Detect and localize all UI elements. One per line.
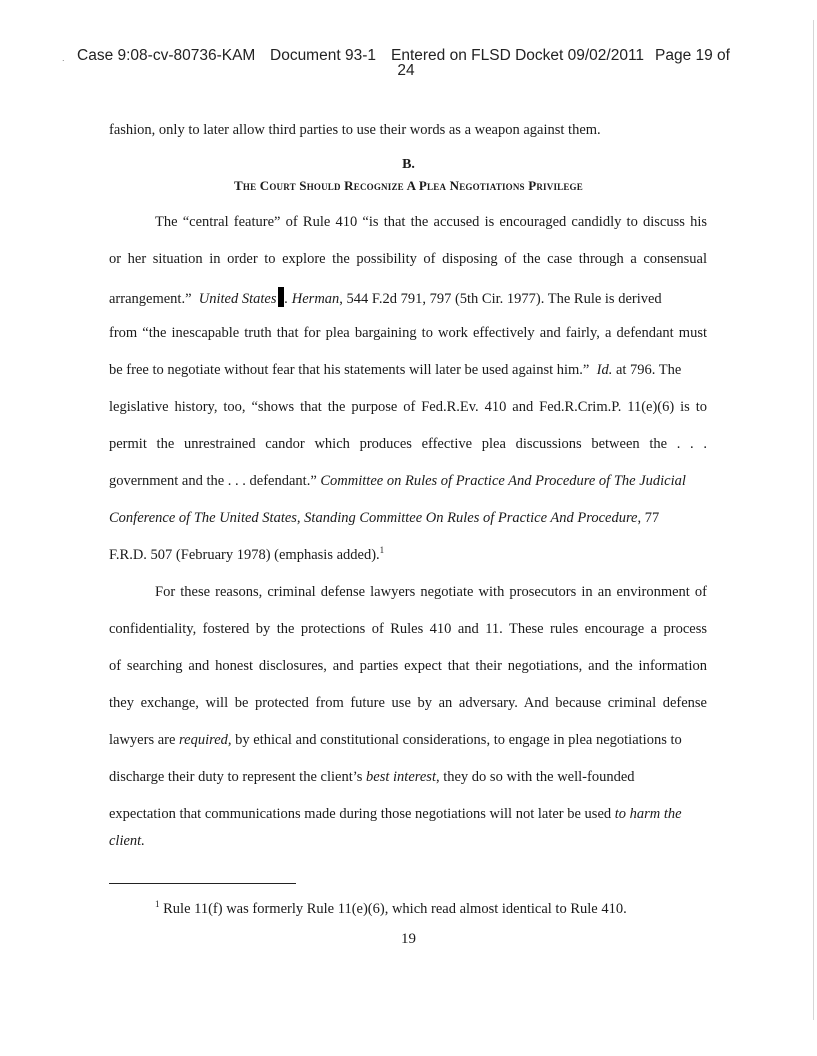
text-run: discharge their duty to represent the client’s — [109, 769, 363, 785]
citation: Committee on Rules of Practice And Procedure of The Judicial — [320, 473, 686, 489]
citation: . Herman — [284, 291, 340, 307]
scan-speck: . — [62, 53, 65, 63]
header-case-number: Case 9:08-cv-80736-KAM — [77, 47, 256, 64]
page-number: 19 — [401, 931, 416, 947]
paragraph-1-line: The “central feature” of Rule 410 “is that the accused is encouraged candidly to discuss his — [155, 214, 707, 230]
paragraph-2-line: they exchange, will be protected from future use by an adversary. And because criminal defense — [109, 695, 707, 711]
emphasis: to harm the — [614, 806, 682, 822]
footnote-marker: 1 — [155, 899, 160, 909]
text-run: , 544 F.2d 791, 797 (5th Cir. 1977). The Rule is derived — [339, 291, 662, 307]
paragraph-2-line — [109, 832, 707, 850]
paragraph-1-line — [109, 361, 707, 379]
paragraph-1-line — [109, 546, 707, 564]
text-run: expectation that communications made during those negotiations will not later be used — [109, 806, 612, 822]
paragraph-1-line: permit the unrestrained candor which produces effective plea discussions between the . . . — [109, 436, 707, 452]
text-run: F.R.D. 507 (February 1978) (emphasis added). — [109, 547, 380, 563]
text-run: arrangement.” — [109, 291, 192, 307]
paragraph-2-line — [109, 731, 707, 749]
header-entered-date: Entered on FLSD Docket 09/02/2011 — [391, 47, 645, 64]
citation: Conference of The United States, Standing Committee On Rules of Practice And Procedure — [109, 510, 638, 526]
text-run: government and the . . . defendant.” — [109, 473, 317, 489]
section-letter: B. — [402, 157, 415, 172]
paragraph-1-line — [109, 509, 707, 527]
footnote-text: Rule 11(f) was formerly Rule 11(e)(6), which read almost identical to Rule 410. — [163, 901, 627, 917]
text-run: at 796. The — [615, 362, 682, 378]
text-run: , 77 — [637, 510, 660, 526]
emphasis: best interest — [366, 769, 436, 785]
paragraph-1-line: from “the inescapable truth that for plea bargaining to work effectively and fairly, a defendant must — [109, 325, 707, 341]
paragraph-2-line: For these reasons, criminal defense lawyers negotiate with prosecutors in an environment of — [155, 584, 707, 600]
text-run: be free to negotiate without fear that his statements will later be used against him.” — [109, 362, 590, 378]
paragraph-1-line — [109, 472, 707, 490]
section-title: The Court Should Recognize A Plea Negotiations Privilege — [234, 178, 583, 193]
paragraph-2-line: of searching and honest disclosures, and parties expect that their negotiations, and the information — [109, 658, 707, 674]
footnote — [155, 901, 715, 918]
footnote-divider — [109, 883, 296, 884]
footnote-reference: 1 — [379, 545, 385, 555]
text-run: , they do so with the well-founded — [435, 769, 635, 785]
paragraph-2-line: confidentiality, fostered by the protections of Rules 410 and 11. These rules encourage a process — [109, 621, 707, 637]
header-page-label: Page 19 of — [655, 47, 730, 64]
emphasis: client. — [109, 833, 145, 849]
text-run: lawyers are — [109, 732, 176, 748]
paragraph-1-line: legislative history, too, “shows that the purpose of Fed.R.Ev. 410 and Fed.R.Crim.P. 11(e)(6) is to — [109, 399, 707, 415]
text-run: by ethical and constitutional considerations, to engage in plea negotiations to — [235, 732, 682, 748]
redaction-mark — [278, 287, 284, 307]
paragraph-2-line — [109, 805, 707, 823]
emphasis: required, — [179, 732, 232, 748]
header-document-number: Document 93-1 — [270, 47, 376, 64]
citation: United States — [198, 291, 277, 307]
citation: Id. — [596, 362, 613, 378]
carryover-line: fashion, only to later allow third parties to use their words as a weapon against them. — [109, 122, 601, 138]
paragraph-1-line — [109, 287, 707, 308]
paragraph-2-line — [109, 768, 707, 786]
header-page-total: 24 — [397, 62, 415, 79]
paragraph-1-line: or her situation in order to explore the possibility of disposing of the case through a consensual — [109, 251, 707, 267]
